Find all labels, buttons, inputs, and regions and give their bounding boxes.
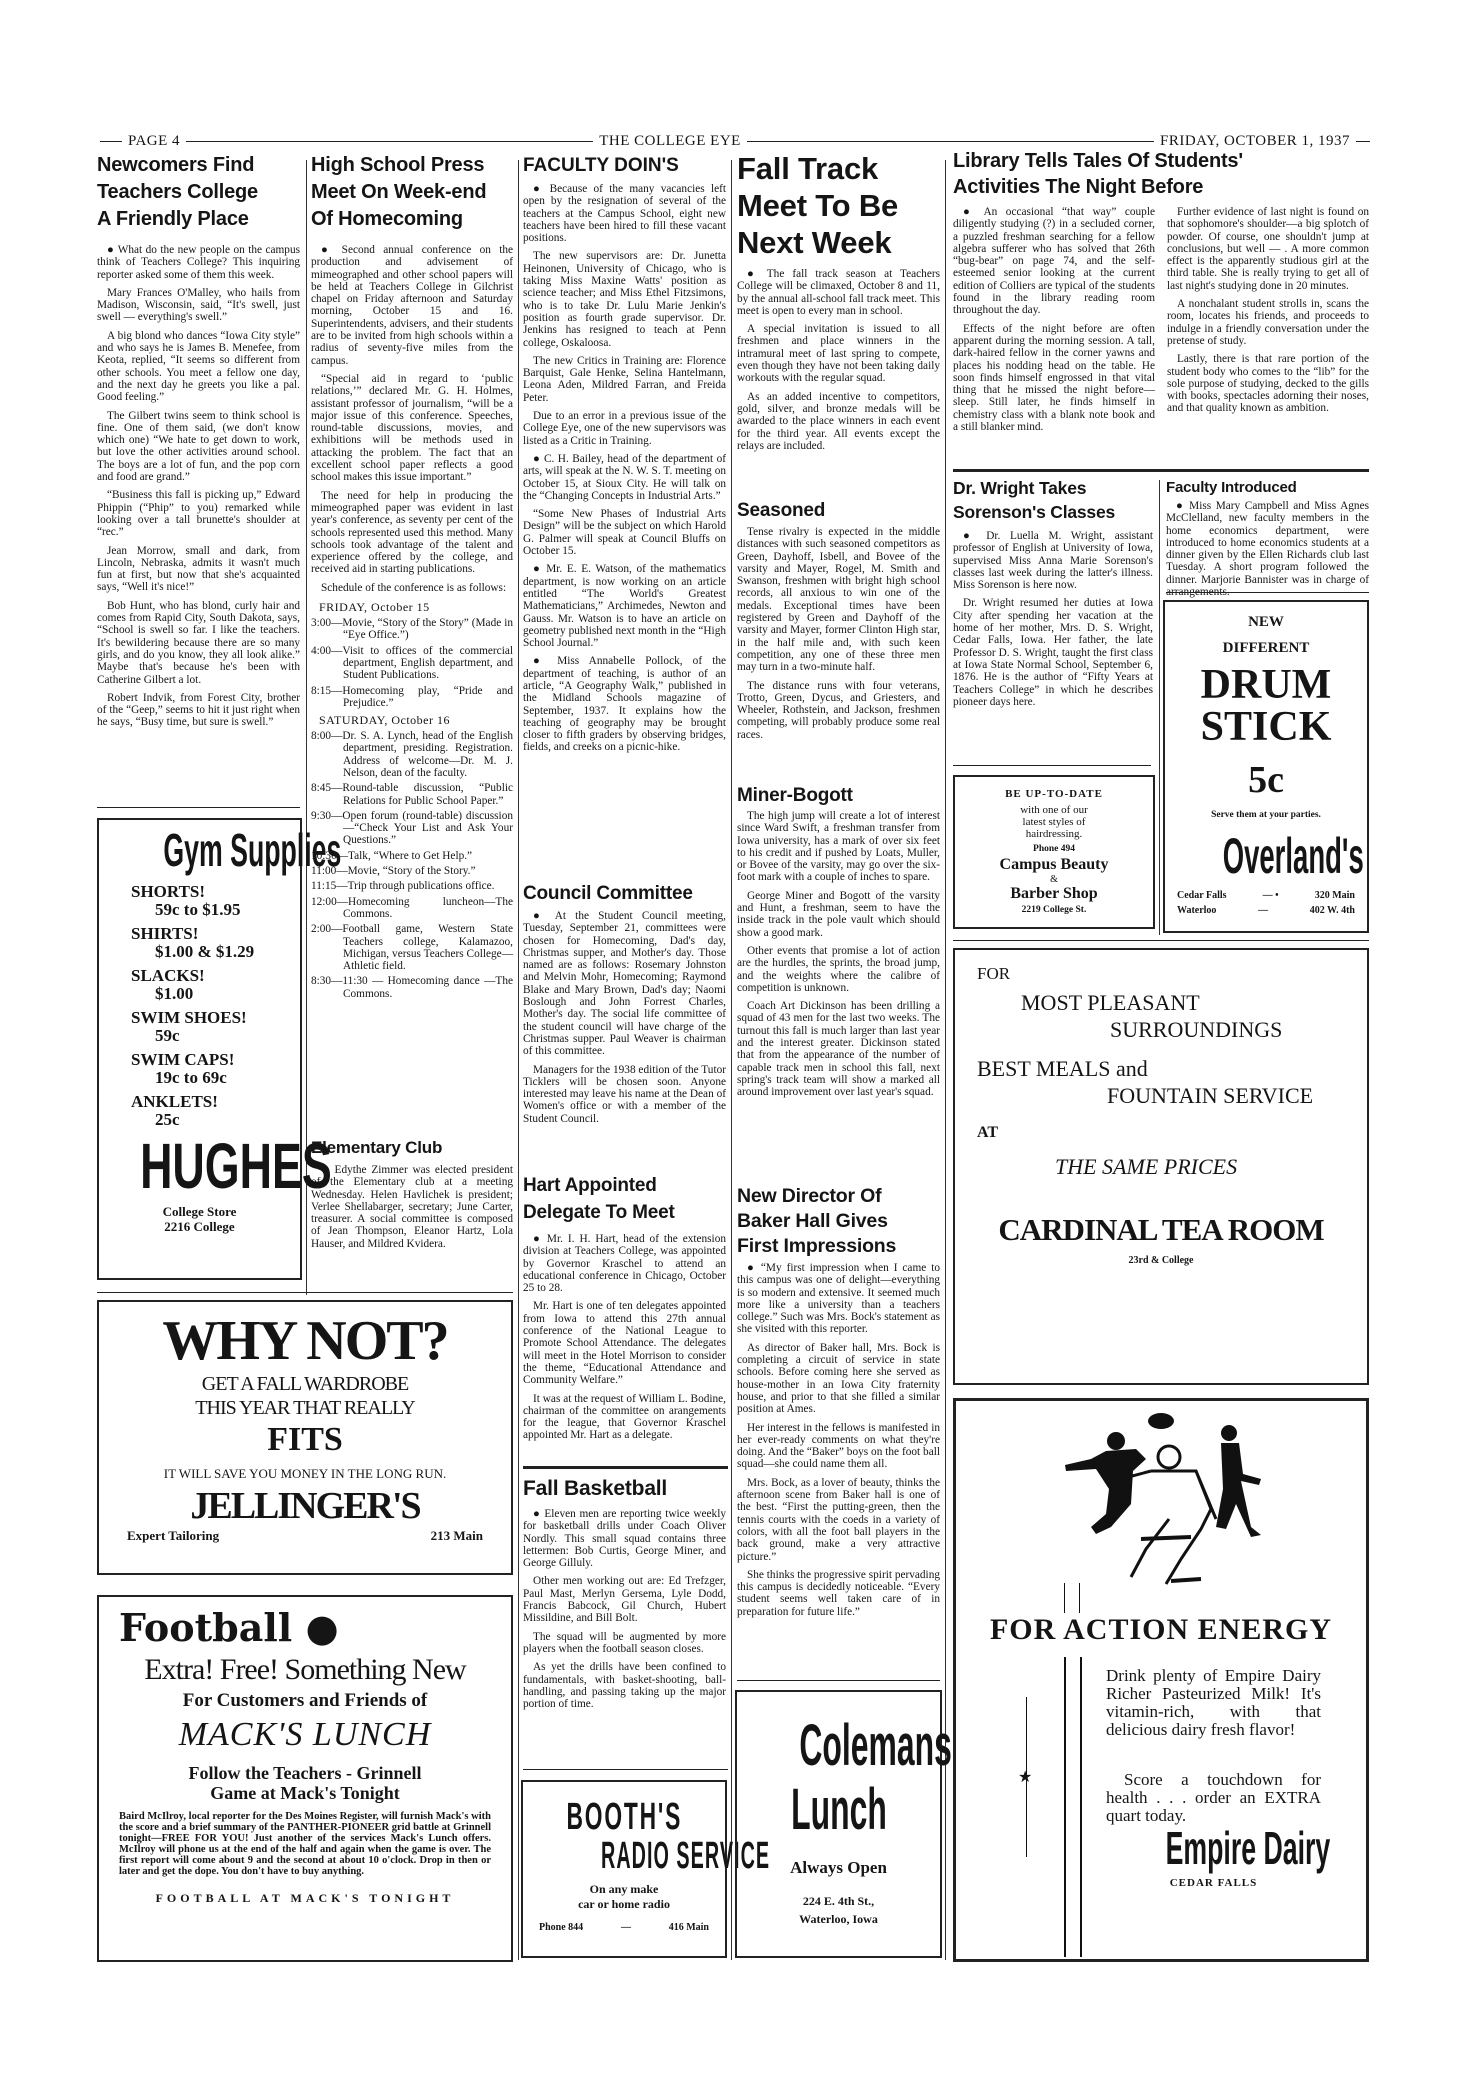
- item-price: $1.00 & $1.29: [155, 942, 255, 961]
- bullet-icon: ●: [305, 1605, 339, 1650]
- ad-line: car or home radio: [578, 1897, 670, 1911]
- schedule-day: FRIDAY, October 15: [319, 600, 430, 615]
- ad-line: Game at Mack's Tonight: [210, 1783, 400, 1803]
- paragraph: ● Dr. Luella M. Wright, assistant professor of English at University of Iowa, supervised Miss Anna Marie Sorenson's classes last week during the latter's illness. Miss Sorenson is here now.: [953, 530, 1153, 592]
- column-rule: [1159, 480, 1160, 935]
- article-miner-bogott: [737, 810, 940, 1182]
- ad-hughes-gym-supplies: [97, 818, 342, 1280]
- paragraph: A special invitation is issued to all freshmen and place winners in the intramural meet of last spring to compete, even though they have not been taking daily workouts with the regular squad.: [737, 323, 940, 385]
- schedule-item: 4:00—Visit to offices of the commercial department, English department, and Student Publications.: [311, 644, 513, 682]
- paragraph: Other men working out are: Ed Trefzger, Paul Mast, Merlyn Gersema, Lyle Dodd, Francis Babcock, Gil Church, Hubert Missildine, and Bill Bolt.: [523, 1575, 726, 1625]
- store-name: Colemans: [799, 1713, 952, 1778]
- ad-line: SURROUNDINGS: [1110, 1017, 1283, 1042]
- item-name: SWIM CAPS!: [131, 1050, 235, 1069]
- schedule-day: SATURDAY, October 16: [319, 713, 451, 728]
- headline-line: First Impressions: [737, 1235, 897, 1257]
- headline-fall-track: [737, 150, 947, 261]
- ad-line: GET A FALL WARDROBE: [201, 1373, 409, 1395]
- ad-line: FOR: [977, 964, 1011, 983]
- ad-line: MOST PLEASANT: [1021, 990, 1200, 1015]
- paragraph: Mrs. Bock, as a lover of beauty, thinks the afternoon scene from Baker hall is one of the best. “First the putting-green, then the tennis courts with the coeds in a variety of colors, with all the foot ball players in the back ground, make a very attractive picture.”: [737, 1476, 940, 1563]
- column-rule: [945, 160, 946, 1960]
- paragraph: Further evidence of last night is found on that sophomore's shoulder—a big splotch of powder. Of course, one shouldn't jump at conclusions, but well — . A more common effect is the apparently studious girl at the third table. She is really trying to get all of last night's studying done in 20 minutes.: [1167, 206, 1369, 292]
- star-icon: ★: [1018, 1769, 1033, 1786]
- paragraph: A nonchalant student strolls in, scans the room, locates his friends, and proceeds to indulge in a friendly conversation under the pretense of study.: [1167, 298, 1369, 347]
- paragraph: A big blond who dances “Iowa City style” and who says he is James B. Menefee, from Keota, replied, “It seems so different from other schools. You meet a fellow one day, and the next day he greets you like a pal. Good feeling.”: [97, 329, 300, 404]
- headline-line: High School Press: [311, 154, 485, 176]
- location-dash: — •: [1262, 890, 1279, 901]
- headline-line: Meet On Week-end: [311, 181, 487, 203]
- divider: [97, 807, 300, 808]
- divider: [1166, 592, 1369, 593]
- store-name: MACK'S LUNCH: [178, 1716, 432, 1753]
- article-fall-basketball: [523, 1508, 726, 1763]
- ad-line: hairdressing.: [1025, 828, 1083, 840]
- article-wright: [953, 530, 1153, 760]
- ad-title: Football: [119, 1605, 293, 1650]
- ad-line: THIS YEAR THAT REALLY: [195, 1397, 415, 1419]
- store-locations: [1165, 888, 1367, 918]
- article-faculty-introduced: [1166, 500, 1369, 599]
- phone-number: Phone 844: [539, 1922, 584, 1933]
- store-name: HUGHES: [140, 1130, 332, 1202]
- item-name: SHORTS!: [131, 882, 206, 901]
- column-rule: [306, 160, 307, 1295]
- paragraph: ● What do the new people on the campus think of Teachers College? This inquiring reporter asked some of them this week.: [97, 244, 300, 281]
- headline-council-committee: Council Committee: [523, 883, 693, 904]
- paragraph: ● An occasional “that way” couple diligently studying (?) in a secluded corner, a puzzled freshman searching for a fellow algebra sufferer who has solved that 26th “bug-bear” on page 74, and the self-esteemed senior looking at the current edition of Colliers are typical of the students found in the library reading room throughout the day.: [953, 206, 1155, 317]
- item-price: 19c to 69c: [155, 1068, 227, 1087]
- paragraph: Coach Art Dickinson has been drilling a squad of 43 men for the last two weeks. The turnout this fall is much larger than last year and the interest greater. Dickinson stated that from the appearance of the number of capable track men in school this fall, next spring's track team will show a marked all around improvement over last year's squad.: [737, 1000, 940, 1099]
- paragraph: Mary Frances O'Malley, who hails from Madison, Wisconsin, said, “It's swell, just swell — everything's swell.”: [97, 286, 300, 324]
- paragraph: As yet the drills have been confined to fundamentals, with basket-shooting, ball-handling, and passing taking up the major portion of time.: [523, 1661, 726, 1711]
- ad-line: with one of our: [1020, 804, 1088, 816]
- schedule-item: 12:00—Homecoming luncheon—The Commons.: [311, 895, 513, 920]
- ad-line: DIFFERENT: [1222, 640, 1310, 656]
- divider: [97, 1292, 513, 1293]
- divider: [737, 1680, 940, 1681]
- store-address: 2216 College: [164, 1219, 235, 1234]
- headline-wright: [953, 476, 1163, 524]
- ad-empire-dairy: [953, 1398, 1369, 1962]
- store-address: 2219 College St.: [1021, 905, 1087, 915]
- ad-copy: Drink plenty of Empire Dairy Richer Pasteurized Milk! It's vitamin-rich, with that delicious dairy fresh flavor!: [1106, 1666, 1321, 1739]
- ad-big-word: FITS: [267, 1421, 343, 1458]
- paragraph: ● Eleven men are reporting twice weekly for basketball drills under Coach Oliver Nordly. This small squad contains three lettermen: Bob Curtis, George Miner, and George Gilluly.: [523, 1508, 726, 1570]
- store-name: Barber Shop: [1010, 885, 1098, 902]
- article-fall-track: [737, 268, 940, 500]
- location-dash: —: [1258, 905, 1269, 916]
- issue-date: FRIDAY, OCTOBER 1, 1937: [1160, 133, 1351, 149]
- headline-faculty-introduced: Faculty Introduced: [1166, 479, 1297, 496]
- schedule-item: 9:30—Open forum (round-table) discussion—“Check Your List and Ask Your Questions.”: [311, 809, 513, 847]
- headline-hart: [523, 1172, 728, 1226]
- headline-faculty-doins: FACULTY DOIN'S: [523, 155, 679, 176]
- paragraph: Due to an error in a previous issue of the College Eye, one of the new supervisors was listed as a Critic in Training.: [523, 410, 726, 447]
- divider: [1356, 141, 1370, 142]
- product-name: STICK: [1200, 704, 1332, 750]
- location-address: 402 W. 4th: [1309, 905, 1355, 916]
- paragraph: Dr. Wright resumed her duties at Iowa City after spending her vacation at the home of her mother, Mrs. D. S. Wright, Cedar Falls, Iowa. Her father, the late Professor D. S. Wright, taught the first class at Iowa State Normal School, September 6, 1876. He is the author of “Fifty Years at Teachers College” in which he describes pioneer days here.: [953, 597, 1153, 708]
- item-price: 59c: [155, 1026, 180, 1045]
- ad-tagline: Serve them at your parties.: [1211, 810, 1321, 820]
- store-address: 416 Main: [668, 1922, 709, 1933]
- product-price: 5c: [1248, 759, 1284, 801]
- ad-line: latest styles of: [1022, 816, 1086, 828]
- divider: [523, 1466, 728, 1469]
- headline-line: Teachers College: [97, 181, 258, 203]
- product-name: DRUM: [1200, 662, 1332, 708]
- ad-cardinal-tea-room: [953, 948, 1369, 1385]
- store-address: 23rd & College: [1128, 1255, 1194, 1266]
- ad-line: Extra! Free! Something New: [144, 1653, 466, 1686]
- paragraph: Effects of the night before are often apparent during the morning session. A tall, dark-haired fellow in the corner yawns and places his nodding head on the table. He soon finds himself engrossed in that vital thing that he missed the night before—sleep. Still later, he finds himself in chemistry class with a blank note book and a still blanker mind.: [953, 322, 1155, 434]
- paragraph: Her interest in the fellows is manifested in her ever-ready comments on what they're doing. And the “Baker” boys on the foot ball squad—she could name them all.: [737, 1421, 940, 1471]
- store-address: 224 E. 4th St.,: [802, 1894, 875, 1908]
- store-name: CARDINAL TEA ROOM: [998, 1212, 1324, 1247]
- paragraph: The squad will be augmented by more players when the football season closes.: [523, 1630, 726, 1655]
- paragraph: The high jump will create a lot of interest since Ward Swift, a freshman transfer from Iowa university, has a mark of over six feet to his credit and if pushed by Loats, Muller, or Bovee of the varsity, may go over the six-foot mark with a couple of inches to spare.: [737, 810, 940, 884]
- player-right: [1216, 1425, 1261, 1537]
- paragraph: The new supervisors are: Dr. Junetta Heinonen, University of Chicago, who is taking Miss Maxine Watts' position as science teacher; and Miss Ethel Fitzsimons, who is to take Dr. Lulu Marie Jenkin's position as fourth grade supervisor. Dr. Jenkins has resigned to teach at Penn college, Oskaloosa.: [523, 250, 726, 349]
- ad-copy: Score a touchdown for health . . . order an EXTRA quart today.: [1106, 1770, 1321, 1825]
- ad-campus-beauty: [953, 775, 1155, 929]
- headline-line: Activities The Night Before: [953, 176, 1204, 198]
- paragraph: She thinks the progressive spirit pervading this campus is decidedly noticeable. “Every student seems well taken care of in preparation for future life.”: [737, 1568, 940, 1618]
- ad-hours: Always Open: [790, 1858, 887, 1877]
- headline-line: A Friendly Place: [97, 208, 249, 230]
- divider: [953, 469, 1369, 472]
- item-name: SHIRTS!: [131, 924, 199, 943]
- schedule-item: 8:45—Round-table discussion, “Public Relations for Public School Paper.”: [311, 782, 513, 807]
- headline-fall-basketball: Fall Basketball: [523, 1477, 668, 1500]
- ad-line: THE SAME PRICES: [1055, 1154, 1238, 1179]
- headline-press: [311, 152, 521, 233]
- headline-miner-bogott: Miner-Bogott: [737, 785, 853, 806]
- store-address: 213 Main: [430, 1528, 483, 1543]
- phone-number: Phone 494: [1033, 844, 1075, 854]
- paragraph: “Business this fall is picking up,” Edward Phippin (“Phip” to you) remarked while looking over a tall brunette's shoulder at “rec.”: [97, 489, 300, 539]
- store-name: Overland's: [1222, 828, 1364, 884]
- schedule-item: 8:30—11:30 — Homecoming dance —The Commons.: [311, 975, 513, 1000]
- article-seasoned: [737, 526, 940, 784]
- paragraph: ● Edythe Zimmer was elected president of the Elementary club at a meeting Wednesday. Helen Havlichek is president; Verlee Shellabarger, secretary; June Carter, treasurer. A social committee is composed of Jean Thompson, Eleanor Hartz, Lola Hauser, and Mildred Kvidera.: [311, 1164, 513, 1250]
- paragraph: Robert Indvik, from Forest City, brother of the “Geep,” seems to hit it just right when he says, “Busy time, but sure is swell.”: [97, 691, 300, 729]
- location-city: Waterloo: [1177, 905, 1217, 916]
- ampersand: &: [1050, 874, 1058, 885]
- divider: [186, 141, 593, 142]
- headline-line: Dr. Wright Takes: [953, 478, 1087, 498]
- paragraph: ● At the Student Council meeting, Tuesday, September 21, committees were chosen for Homecoming, Dad's day, Christmas supper, and Mother's day. Those named are as follows: Rosemary Johnston and Melvin Mohr, Homecoming; Raymond Blake and Mary Brown, Dad's day; Naomi Boslough and John Forrest Charles, Mother's day. The social life committee of the student council will have charge of the Christmas supper. Paul Weaver is chairman of this committee.: [523, 910, 726, 1058]
- newspaper-title: THE COLLEGE EYE: [599, 133, 741, 149]
- item-price: $1.00: [155, 984, 194, 1003]
- store-name: Lunch: [790, 1777, 887, 1842]
- item-price: 25c: [155, 1110, 180, 1129]
- divider: [953, 765, 1151, 766]
- article-newcomers: [97, 244, 300, 800]
- price-list: [99, 883, 300, 1129]
- store-name: JELLINGER'S: [190, 1485, 420, 1527]
- schedule-item: 11:00—Movie, “Story of the Story.”: [311, 865, 476, 878]
- paragraph: Lastly, there is that rare portion of the student body who comes to the “lib” for the sole purpose of studying, decked to the gills with books, spectacles adorning their noses, and that quality known as ambition.: [1167, 353, 1369, 415]
- ad-line: Follow the Teachers - Grinnell: [188, 1763, 422, 1783]
- article-elementary-club: [311, 1164, 513, 1289]
- headline-line: Library Tells Tales Of Students': [953, 150, 1243, 172]
- ad-service: Expert Tailoring: [127, 1528, 220, 1543]
- decorative-lines: [1064, 1657, 1082, 1957]
- paragraph: “Special aid in regard to ‘public relations,’” declared Mr. G. H. Holmes, assistant professor of journalism, “will be a major issue of this conference. Speeches, round-table discussions, movies, and exhibitions will be methods used in attacking the problem. The fact that an excellent school paper reflects a good school makes this issue important.”: [311, 372, 513, 484]
- ad-footer: FOOTBALL AT MACK'S TONIGHT: [155, 1891, 455, 1905]
- divider: [747, 141, 1154, 142]
- ad-line: NEW: [1248, 614, 1284, 630]
- schedule-item: 8:00—Dr. S. A. Lynch, head of the English department, presiding. Registration. Address of welcome—Dr. M. J. Nelson, dean of the faculty.: [311, 730, 513, 779]
- store-city: CEDAR FALLS: [1169, 1877, 1258, 1889]
- store-city: Waterloo, Iowa: [799, 1912, 878, 1926]
- paragraph: ● Miss Mary Campbell and Miss Agnes McClelland, new faculty members in the home economics department, were introduced to home economics students at a dinner given by the Ellen Richards club last Tuesday. A short program followed the dinner. Marjorie Bannister was in charge of arrangements.: [1166, 500, 1369, 599]
- ad-tagline: IT WILL SAVE YOU MONEY IN THE LONG RUN.: [163, 1466, 447, 1481]
- ad-booths-radio: [521, 1780, 771, 1958]
- item-name: SWIM SHOES!: [131, 1008, 247, 1027]
- headline-newcomers: [97, 152, 307, 233]
- schedule-item: 8:15—Homecoming play, “Pride and Prejudice.”: [311, 684, 513, 709]
- headline-line: Baker Hall Gives: [737, 1210, 888, 1232]
- headline-line: Hart Appointed: [523, 1175, 657, 1196]
- paragraph: The distance runs with four veterans, Trotto, Green, Dycus, and Griesters, and Wheeler, Rothstein, and Jackson, freshmen competing, will probably produce some real races.: [737, 679, 940, 741]
- paragraph: It was at the request of William L. Bodine, chairman of the committee on arangements for the league, that Governor Kraschel appointed Mr. Hart as a delegate.: [523, 1392, 726, 1442]
- paragraph: George Miner and Bogott of the varsity and Hunt, a freshman, seem to have the inside track in the pole vault which should show a good mark.: [737, 889, 940, 939]
- paragraph: Other events that promise a lot of action are the hurdles, the sprints, the broad jump, and the weights where the calibre of competition is unknown.: [737, 944, 940, 994]
- headline-line: Sorenson's Classes: [953, 502, 1116, 522]
- paragraph: ● Because of the many vacancies left open by the resignation of several of the teachers at the Campus School, eight new teachers have been hired to fill these vacant positions.: [523, 183, 726, 245]
- paragraph: ● Miss Annabelle Pollock, of the department of teaching, is author of an article, “A Geography Walk,” published in the Midland Schools magazine of September, 1937. It explains how the teaching of geography may be brought closer to fifth graders by observing bridges, fields, and creeks on a picnic-hike.: [523, 655, 726, 754]
- paragraph: “Some New Phases of Industrial Arts Design” will be the subject on which Harold G. Palmer will speak at Council Bluffs on October 15.: [523, 508, 726, 558]
- ad-line: BEST MEALS and: [977, 1056, 1148, 1081]
- paragraph: The Gilbert twins seem to think school is fine. One of them said, (we don't know which one) “We hate to get down to work, but love the other activities around school. The boys are a lot of fun, and the pop corn and food are grand.”: [97, 409, 300, 484]
- ad-line: AT: [977, 1124, 999, 1141]
- paragraph: The need for help in producing the mimeographed paper was evident in last year's conference, as seventy per cent of the schools represented used this method. Many schools took advantage of the talent and experience offered by the college, and received aid in starting publications.: [311, 489, 513, 576]
- headline-line: Of Homecoming: [311, 208, 463, 230]
- column-rule: [518, 160, 519, 1960]
- item-name: SLACKS!: [131, 966, 205, 985]
- paragraph: The new Critics in Training are: Florence Barquist, Gale Henke, Selina Hantelmann, Leona Aden, Mildred Farran, and Freida Peter.: [523, 354, 726, 404]
- paragraph: Tense rivalry is expected in the middle distances with such seasoned competitors as Green, Dayhoff, Isbell, and Bovee of the varsity and Mayer, Rogel, M. Smith and Swanson, freshmen with bright high school records, all anxious to win one of the medals. Exceptional times have been registered by Green and Dayhoff of the varsity and Mayer, former Clinton High star, in the half mile and, with such keen competition, any one of these three men may turn in a two-minute half.: [737, 526, 940, 674]
- schedule-item: 3:00—Movie, “Story of the Story” (Made in “Eye Office.”): [311, 617, 513, 642]
- item-price: 59c to $1.95: [155, 900, 241, 919]
- article-faculty-doins: [523, 183, 726, 878]
- paragraph: ● C. H. Bailey, head of the department of arts, will speak at the N. W. S. T. meeting on October 15, at Sioux City. He will talk on the “Changing Concepts in Industrial Arts.”: [523, 452, 726, 502]
- ad-macks-lunch: [97, 1595, 513, 1962]
- ad-headline: BE UP-TO-DATE: [1005, 788, 1103, 800]
- decorative-lines: [1064, 1583, 1080, 1613]
- store-location: [1165, 888, 1367, 903]
- paragraph: ● Second annual conference on the production and advisement of mimeographed and other school papers will be held at Teachers College in Gilchrist chapel on Friday afternoon and Saturday morning, October 15 and 16. Superintendents, advisers, and their students are to be invited from high schools within a radius of seventy-five miles from the campus.: [311, 244, 513, 367]
- schedule-item: 10:30—Talk, “Where to Get Help.”: [311, 849, 473, 862]
- paragraph: As director of Baker hall, Mrs. Bock is completing a circuit of service in state schools. Before coming here she served as house-mother in an Iowa City fraternity house, and prior to that she filled a similar position at Ames.: [737, 1341, 940, 1416]
- conference-schedule: [311, 600, 513, 1000]
- paragraph: ● The fall track season at Teachers College will be climaxed, October 8 and 11, by the annual all-school fall track meet. This meet is open to every man in school.: [737, 268, 940, 317]
- store-name: Empire Dairy: [1165, 1822, 1331, 1874]
- store-name: Campus Beauty: [999, 856, 1109, 873]
- headline-elementary-club: Elementary Club: [311, 1138, 443, 1157]
- article-baker-hall: [737, 1262, 940, 1677]
- ad-headline: WHY NOT?: [162, 1310, 448, 1372]
- paragraph: Jean Morrow, small and dark, from Lincoln, Nebraska, admits it wasn't much fun at first, but now that she's acquainted says, “Well it's nice!”: [97, 544, 300, 594]
- schedule-item: 11:15—Trip through publications office.: [311, 880, 495, 893]
- ad-overlands: [1163, 600, 1369, 933]
- paragraph: Mr. Hart is one of ten delegates appointed from Iowa to attend this 27th annual conference of the National League to Promote School Attendance. The delegates will meet in the Hotel Morrison to consider the theme, “Educational Attendance and Community Welfare.”: [523, 1300, 726, 1387]
- location-city: Cedar Falls: [1177, 890, 1227, 901]
- paragraph: Bob Hunt, who has blond, curly hair and comes from Rapid City, South Dakota, says, “School is swell so far. I like the teachers. It's bewildering because there are so many girls, and do you know, they all look alike.” Maybe that's because he's been with Catherine Gilbert a lot.: [97, 599, 300, 686]
- article-press: [311, 244, 513, 1134]
- paragraph: ● “My first impression when I came to this campus was one of delight—everything is so modern and extensive. It seemed much more like a university than a teachers college.” Such was Mrs. Bock's statement as she visited with this reporter.: [737, 1262, 940, 1336]
- headline-seasoned: Seasoned: [737, 500, 826, 521]
- paragraph: As an added incentive to competitors, gold, silver, and bronze medals will be awarded to the place winners in each event for the third year. All events except the relays are included.: [737, 390, 940, 452]
- location-address: 320 Main: [1314, 890, 1355, 901]
- ad-title: RADIO SERVICE: [601, 1835, 771, 1877]
- column-rule: [731, 160, 732, 1960]
- ad-title: Gym Supplies: [163, 824, 342, 876]
- headline-baker-hall: [737, 1184, 947, 1259]
- headline-line: Delegate To Meet: [523, 1202, 675, 1223]
- player-left: [1065, 1432, 1146, 1534]
- headline-line: Newcomers Find: [97, 154, 255, 176]
- ad-line: For Customers and Friends of: [182, 1690, 428, 1711]
- headline-line: Fall Track: [737, 151, 879, 186]
- divider: [523, 1769, 728, 1770]
- article-hart: [523, 1233, 726, 1465]
- divider: [100, 141, 122, 142]
- paragraph: ● Mr. E. E. Watson, of the mathematics department, is now working on an article entitled “The World's Greatest Mathematicians,” Archimedes, Newton and Gauss. Mr. Watson is to have an article on geometry published next month in the “High School Journal.”: [523, 563, 726, 650]
- headline-library: [953, 148, 1373, 200]
- headline-line: Next Week: [737, 225, 892, 260]
- article-council-committee: [523, 910, 726, 1175]
- paragraph: Managers for the 1938 edition of the Tutor Ticklers will be chosen soon. Anyone interested may leave his name at the Dean of Women's office or with a member of the Student Council.: [523, 1063, 726, 1125]
- ad-body: Baird McIlroy, local reporter for the Des Moines Register, will furnish Mack's with the score and a brief summary of the PANTHER-PIONEER grid battle at Grinnell tonight—FREE FOR YOU! Just another of the services Mack's Lunch offers. McIlroy will phone us at the end of the half and again when the game is over. The first report will come about 9 and the second at about 10 o'clock. Drop in then or later and get the dope. You don't have to buy anything.: [119, 1811, 491, 1877]
- football-icon: [1148, 1413, 1174, 1429]
- ad-title: BOOTH'S: [566, 1796, 682, 1838]
- ad-headline: FOR ACTION ENERGY: [989, 1613, 1333, 1646]
- ad-line: On any make: [589, 1882, 659, 1896]
- divider: [953, 940, 1369, 941]
- ad-line: FOUNTAIN SERVICE: [1107, 1083, 1314, 1108]
- headline-line: Meet To Be: [737, 188, 899, 223]
- football-players-illustration: [1051, 1409, 1291, 1589]
- paragraph: ● Mr. I. H. Hart, head of the extension division at Teachers College, was appointed by Governor Kraschel to attend an educational conference in Chicago, October 25 to 28.: [523, 1233, 726, 1295]
- schedule-item: 2:00—Football game, Western State Teachers college, Kalamazoo, Michigan, versus Teachers College—Athletic field.: [311, 923, 513, 973]
- page-number: PAGE 4: [128, 133, 181, 149]
- article-text: [311, 244, 513, 594]
- article-library: [953, 206, 1369, 464]
- ad-title-row: [119, 1605, 491, 1651]
- headline-line: New Director Of: [737, 1185, 882, 1207]
- ad-colemans-lunch: [735, 1690, 952, 1958]
- paragraph: Schedule of the conference is as follows:: [321, 581, 507, 594]
- ad-jellingers: [97, 1300, 513, 1575]
- store-line: College Store: [162, 1204, 237, 1219]
- separator: —: [620, 1922, 631, 1933]
- store-location: [1165, 903, 1367, 918]
- item-name: ANKLETS!: [131, 1092, 218, 1111]
